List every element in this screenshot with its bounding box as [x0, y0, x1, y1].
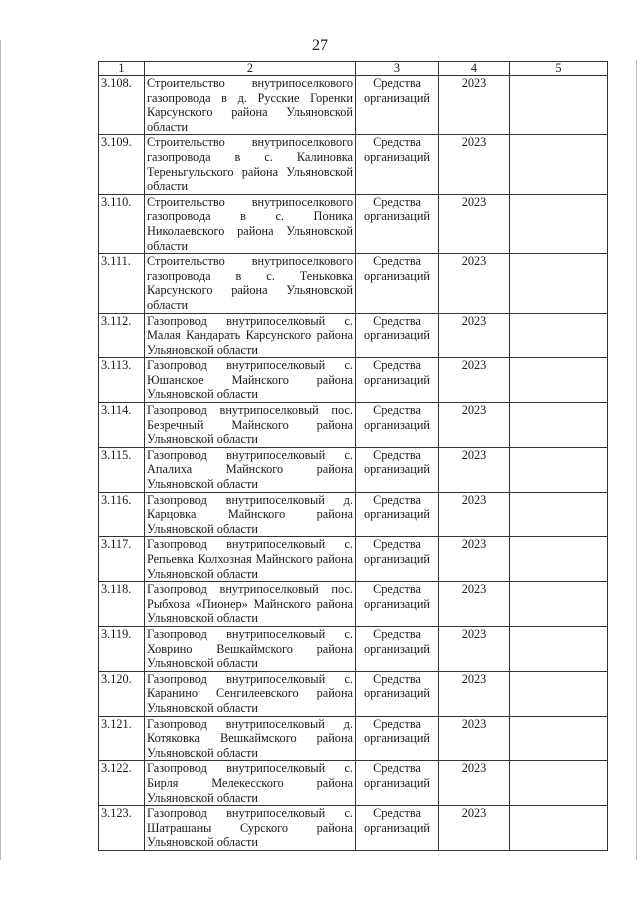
row-year: 2023	[439, 582, 510, 627]
row-funding-source: Средства организаций	[356, 135, 439, 194]
row-number: 3.119.	[99, 626, 145, 671]
row-year: 2023	[439, 716, 510, 761]
row-year: 2023	[439, 76, 510, 135]
row-funding-source: Средства организаций	[356, 626, 439, 671]
row-note	[510, 76, 608, 135]
row-note	[510, 492, 608, 537]
table-row	[99, 403, 608, 448]
table-row	[99, 671, 608, 716]
row-number: 3.108.	[99, 76, 145, 135]
row-number: 3.121.	[99, 716, 145, 761]
row-year: 2023	[439, 358, 510, 403]
row-note	[510, 254, 608, 313]
row-number: 3.116.	[99, 492, 145, 537]
table-row	[99, 447, 608, 492]
table-row	[99, 194, 608, 253]
row-funding-source: Средства организаций	[356, 447, 439, 492]
row-description: Строительство внутрипоселкового газопровода в с. Теньковка Карсунского района Ульяновской области	[145, 254, 356, 313]
row-funding-source: Средства организаций	[356, 582, 439, 627]
row-year: 2023	[439, 806, 510, 851]
row-year: 2023	[439, 254, 510, 313]
row-year: 2023	[439, 626, 510, 671]
measures-table	[98, 61, 608, 851]
row-note	[510, 626, 608, 671]
row-note	[510, 194, 608, 253]
header-col-5: 5	[510, 62, 608, 76]
row-note	[510, 358, 608, 403]
table-row	[99, 76, 608, 135]
row-description: Строительство внутрипоселкового газопровода в с. Калиновка Тереньгульского района Ульяновской области	[145, 135, 356, 194]
row-note	[510, 447, 608, 492]
row-description: Газопровод внутрипоселковый д. Карцовка Майнского района Ульяновской области	[145, 492, 356, 537]
row-description: Газопровод внутрипоселковый пос. Безречный Майнского района Ульяновской области	[145, 403, 356, 448]
row-number: 3.118.	[99, 582, 145, 627]
row-note	[510, 403, 608, 448]
row-description: Строительство внутрипоселкового газопровода в д. Русские Горенки Карсунского района Ульяновской области	[145, 76, 356, 135]
header-col-1: 1	[99, 62, 145, 76]
row-description: Газопровод внутрипоселковый с. Бирля Мелекесского района Ульяновской области	[145, 761, 356, 806]
header-col-3: 3	[356, 62, 439, 76]
row-funding-source: Средства организаций	[356, 716, 439, 761]
row-description: Газопровод внутрипоселковый д. Котяковка Вешкаймского района Ульяновской области	[145, 716, 356, 761]
row-number: 3.115.	[99, 447, 145, 492]
row-number: 3.113.	[99, 358, 145, 403]
row-funding-source: Средства организаций	[356, 671, 439, 716]
row-note	[510, 582, 608, 627]
row-number: 3.114.	[99, 403, 145, 448]
row-number: 3.110.	[99, 194, 145, 253]
table-row	[99, 761, 608, 806]
row-description: Газопровод внутрипоселковый с. Апалиха Майнского района Ульяновской области	[145, 447, 356, 492]
header-col-2: 2	[145, 62, 356, 76]
row-funding-source: Средства организаций	[356, 403, 439, 448]
row-number: 3.120.	[99, 671, 145, 716]
table-row	[99, 254, 608, 313]
scan-edge-mark	[0, 40, 1, 860]
row-funding-source: Средства организаций	[356, 358, 439, 403]
row-number: 3.112.	[99, 313, 145, 358]
row-note	[510, 313, 608, 358]
row-year: 2023	[439, 671, 510, 716]
row-year: 2023	[439, 492, 510, 537]
row-number: 3.111.	[99, 254, 145, 313]
row-number: 3.123.	[99, 806, 145, 851]
table-row	[99, 806, 608, 851]
row-note	[510, 716, 608, 761]
row-funding-source: Средства организаций	[356, 313, 439, 358]
table-row	[99, 582, 608, 627]
row-year: 2023	[439, 194, 510, 253]
table-row	[99, 716, 608, 761]
row-year: 2023	[439, 313, 510, 358]
row-year: 2023	[439, 537, 510, 582]
row-funding-source: Средства организаций	[356, 254, 439, 313]
row-number: 3.109.	[99, 135, 145, 194]
row-funding-source: Средства организаций	[356, 76, 439, 135]
row-description: Газопровод внутрипоселковый с. Ховрино Вешкаймского района Ульяновской области	[145, 626, 356, 671]
row-number: 3.122.	[99, 761, 145, 806]
scan-edge-mark	[636, 60, 637, 860]
table-row	[99, 492, 608, 537]
header-row	[99, 62, 608, 76]
table-row	[99, 313, 608, 358]
table-row	[99, 135, 608, 194]
row-funding-source: Средства организаций	[356, 806, 439, 851]
row-note	[510, 537, 608, 582]
row-year: 2023	[439, 447, 510, 492]
row-funding-source: Средства организаций	[356, 194, 439, 253]
row-year: 2023	[439, 135, 510, 194]
header-col-4: 4	[439, 62, 510, 76]
row-note	[510, 135, 608, 194]
row-funding-source: Средства организаций	[356, 761, 439, 806]
row-description: Строительство внутрипоселкового газопровода в с. Поника Николаевского района Ульяновской области	[145, 194, 356, 253]
row-year: 2023	[439, 761, 510, 806]
row-note	[510, 671, 608, 716]
table-row	[99, 358, 608, 403]
row-year: 2023	[439, 403, 510, 448]
row-description: Газопровод внутрипоселковый с. Юшанское Майнского района Ульяновской области	[145, 358, 356, 403]
row-note	[510, 761, 608, 806]
table-row	[99, 537, 608, 582]
row-description: Газопровод внутрипоселковый с. Каранино Сенгилеевского района Ульяновской области	[145, 671, 356, 716]
row-note	[510, 806, 608, 851]
row-number: 3.117.	[99, 537, 145, 582]
row-description: Газопровод внутрипоселковый пос. Рыбхоза «Пионер» Майнского района Ульяновской области	[145, 582, 356, 627]
row-funding-source: Средства организаций	[356, 537, 439, 582]
page-number: 27	[312, 37, 328, 54]
row-funding-source: Средства организаций	[356, 492, 439, 537]
table-row	[99, 626, 608, 671]
row-description: Газопровод внутрипоселковый с. Малая Кандарать Карсунского района Ульяновской области	[145, 313, 356, 358]
row-description: Газопровод внутрипоселковый с. Шатрашаны Сурского района Ульяновской области	[145, 806, 356, 851]
row-description: Газопровод внутрипоселковый с. Репьевка Колхозная Майнского района Ульяновской области	[145, 537, 356, 582]
